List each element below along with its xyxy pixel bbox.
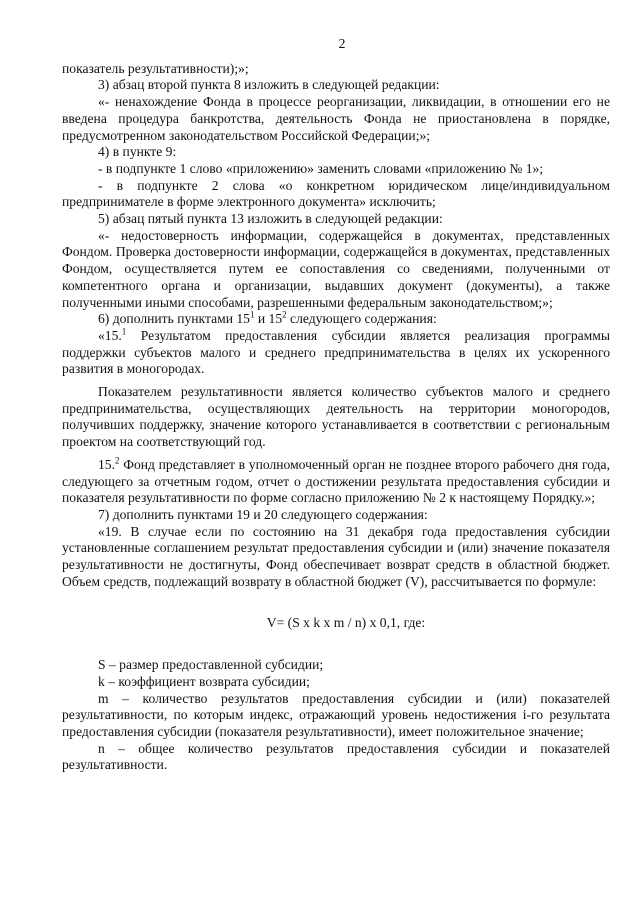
paragraph-item-4: 4) в пункте 9:: [98, 144, 177, 160]
paragraph-15-2-number: 15.: [98, 456, 115, 472]
superscript-1: 1: [121, 326, 127, 337]
paragraph-continuation: показатель результативности);»;: [62, 60, 249, 76]
paragraph-15-2-text: Фонд представляет в уполномоченный орган не позднее второго рабочего дня года, следующего за отчетным годом, отчет о достижении результата предоставления субсидии и показателя результативности по форме согласно приложению № 2 к настоящему Порядку.»;: [62, 456, 610, 506]
paragraph-19: «19. В случае если по состоянию на 31 декабря года предоставления субсидии установленные соглашением результат предоставления субсидии и (или) значение показателя результативности не достигнуты, Фонд обеспечивает возврат средств в областной бюджет. Объем средств, подлежащий возврату в областной бюджет (V), рассчитывается по формуле:: [62, 523, 610, 589]
superscript-2: 2: [115, 455, 120, 466]
paragraph-item-5-text: «- недостоверность информации, содержащейся в документах, представленных Фондом. Проверка достоверности информации, содержащейся в документах, представленных Фондом, осуществляется путем ее сопоставления со сведениями, полученными от компетентного органа и организации, выдавших документ (документы), а также полученными иными способами, разрешенными федеральным законодательством;»;: [62, 227, 610, 310]
paragraph-item-4-sub-1: - в подпункте 1 слово «приложению» заменить словами «приложению № 1»;: [98, 160, 544, 176]
paragraph-item-5: 5) абзац пятый пункта 13 изложить в следующей редакции:: [98, 211, 443, 227]
paragraph-item-6-text-b: и 15: [254, 311, 283, 327]
definition-s: S – размер предоставленной субсидии;: [98, 657, 324, 673]
paragraph-item-3-text: «- ненахождение Фонда в процессе реорганизации, ликвидации, в отношении его не введена процедура банкротства, деятельность Фонда не приостановлена в порядке, предусмотренном законодательством Российской Федерации;»;: [62, 94, 610, 143]
superscript-2: 2: [282, 309, 287, 320]
paragraph-15-1-text: Результатом предоставления субсидии является реализация программы поддержки субъектов малого и среднего предпринимательства в целях их ускоренного развития в моногородах.: [62, 327, 610, 377]
paragraph-item-6-text-a: 6) дополнить пунктами 15: [98, 311, 250, 327]
paragraph-15-1: [62, 328, 610, 378]
definition-m: m – количество результатов предоставления субсидии и (или) показателей результативности, по которым индекс, отражающий уровень недостижения i-го результата предоставления субсидии (показателя результативности), имеет положительное значение;: [62, 690, 610, 740]
paragraph-item-3: 3) абзац второй пункта 8 изложить в следующей редакции:: [98, 77, 440, 93]
paragraph-15-2: [62, 457, 610, 507]
paragraph-item-6-text-c: следующего содержания:: [286, 311, 437, 327]
paragraph-item-7: 7) дополнить пунктами 19 и 20 следующего содержания:: [98, 506, 428, 522]
formula: V= (S x k x m / n) x 0,1, где:: [266, 614, 426, 630]
definition-n: n – общее количество результатов предоставления субсидии и показателей результативности.: [62, 740, 610, 773]
definition-k: k – коэффициент возврата субсидии;: [98, 673, 310, 689]
paragraph-item-4-sub-2: - в подпункте 2 слова «о конкретном юридическом лице/индивидуальном предпринимателе в форме электронного документа» исключить;: [62, 177, 610, 210]
page-number: 2: [338, 36, 346, 51]
paragraph-item-6: [62, 311, 610, 328]
paragraph-indicator: Показателем результативности является количество субъектов малого и среднего предпринимательства, осуществляющих деятельность на территории моногородов, получивших поддержку, значение которого устанавливается в соответствии с региональным проектом на соответствующий год.: [62, 384, 610, 450]
superscript-1: 1: [249, 309, 255, 320]
paragraph-15-1-number: «15.: [98, 327, 122, 343]
